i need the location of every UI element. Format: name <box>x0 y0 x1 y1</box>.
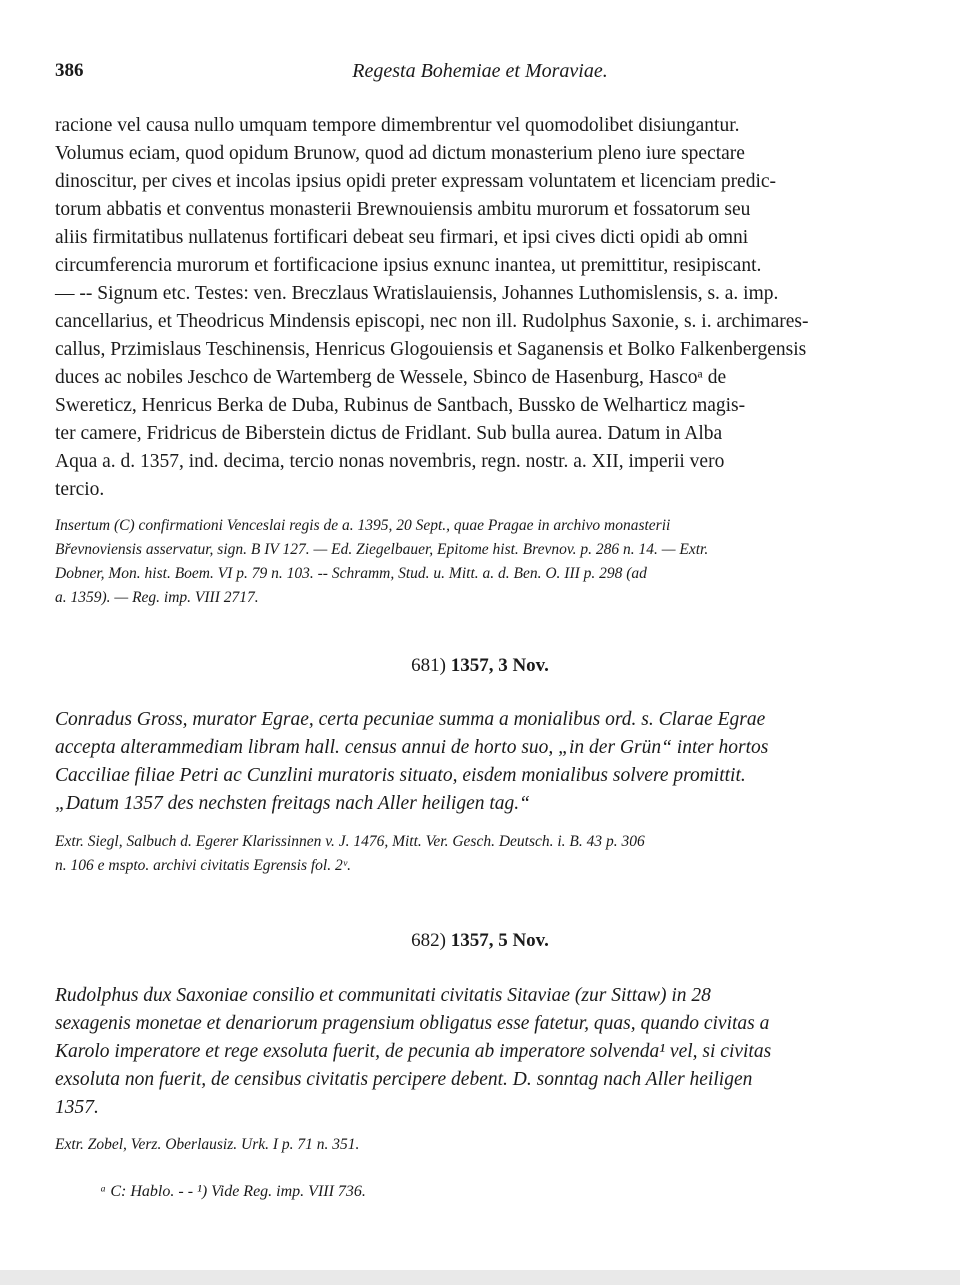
text-line: Swereticz, Henricus Berka de Duba, Rubinus de Santbach, Bussko de Welharticz magis- <box>55 395 746 416</box>
summary-line: Karolo imperatore et rege exsoluta fuerit, de pecunia ab imperatore solvenda¹ vel, si civitas <box>55 1041 772 1062</box>
text-line: circumferencia murorum et fortificacione ipsius exnunc inantea, ut premittitur, resipiscant. <box>55 255 762 276</box>
text-line: ter camere, Fridricus de Biberstein dictus de Fridlant. Sub bulla aurea. Datum in Alba <box>55 423 723 444</box>
note-line: Břevnoviensis asservatur, sign. B IV 127. — Ed. Ziegelbauer, Epitome hist. Brevnov. p. 286 n. 14. — Extr. <box>55 541 709 558</box>
summary-line: exsoluta non fuerit, de censibus civitatis percipere debent. D. sonntag nach Aller heiligen <box>55 1069 753 1090</box>
note-line: Dobner, Mon. hist. Boem. VI p. 79 n. 103. -- Schramm, Stud. u. Mitt. a. d. Ben. O. III p. 298 (ad <box>55 565 647 582</box>
entry-date: 1357, 3 Nov. <box>450 655 549 676</box>
source-note <box>55 514 905 610</box>
summary-line: Cacciliae filiae Petri ac Cunzlini muratoris situato, eisdem monialibus solvere promittit. <box>55 765 746 786</box>
summary-line: Rudolphus dux Saxoniae consilio et communitati civitatis Sitaviae (zur Sittaw) in 28 <box>55 985 711 1006</box>
text-line: aliis firmitatibus nullatenus fortificari debeat seu firmari, et ipsi cives dicti opidi ab omni <box>55 227 749 248</box>
summary-line: 1357. <box>55 1097 99 1118</box>
entry-681-heading <box>0 655 960 677</box>
text-line: Aqua a. d. 1357, ind. decima, tercio nonas novembris, regn. nostr. a. XII, imperii vero <box>55 451 725 472</box>
entry-date: 1357, 5 Nov. <box>450 930 549 951</box>
entry-number: 681) <box>411 655 446 676</box>
summary-line: accepta alterammediam libram hall. census annui de horto suo, „in der Grün“ inter hortos <box>55 737 769 758</box>
summary-line: Conradus Gross, murator Egrae, certa pecuniae summa a monialibus ord. s. Clarae Egrae <box>55 709 766 730</box>
charter-text <box>55 112 905 504</box>
page-bottom-edge <box>0 1270 960 1285</box>
text-line: — -- Signum etc. Testes: ven. Breczlaus Wratislauiensis, Johannes Luthomislensis, s. a. imp. <box>55 283 779 304</box>
text-line: callus, Przimislaus Teschinensis, Henricus Glogouiensis et Saganensis et Bolko Falkenbergensis <box>55 339 807 360</box>
page-number: 386 <box>55 60 84 81</box>
entry-number: 682) <box>411 930 446 951</box>
text-line: racione vel causa nullo umquam tempore dimembrentur vel quomodolibet disiungantur. <box>55 115 740 136</box>
note-line: n. 106 e mspto. archivi civitatis Egrensis fol. 2ᵛ. <box>55 857 351 874</box>
text-line: torum abbatis et conventus monasterii Brewnouiensis ambitu murorum et fossatorum seu <box>55 199 751 220</box>
entry-681-summary <box>55 706 905 818</box>
text-line: duces ac nobiles Jeschco de Wartemberg de Wessele, Sbinco de Hasenburg, Hascoᵃ de <box>55 367 727 388</box>
text-line: dinoscitur, per cives et incolas ipsius opidi preter expressam voluntatem et licenciam predic- <box>55 171 777 192</box>
text-line: Volumus eciam, quod opidum Brunow, quod ad dictum monasterium pleno iure spectare <box>55 143 745 164</box>
text-line: tercio. <box>55 479 105 500</box>
summary-line: sexagenis monetae et denariorum pragensium obligatus esse fatetur, quas, quando civitas a <box>55 1013 770 1034</box>
page-header <box>55 60 905 90</box>
entry-682-heading <box>0 930 960 952</box>
entry-682-note <box>55 1133 905 1157</box>
summary-line: „Datum 1357 des nechsten freitags nach Aller heiligen tag.“ <box>55 793 530 814</box>
note-line: Extr. Siegl, Salbuch d. Egerer Klarissinnen v. J. 1476, Mitt. Ver. Gesch. Deutsch. i. B. 43 p. 306 <box>55 833 645 850</box>
note-line: a. 1359). — Reg. imp. VIII 2717. <box>55 589 259 606</box>
footnote: ᵃ C: Hablo. - - ¹) Vide Reg. imp. VIII 736. <box>100 1183 366 1200</box>
note-line: Extr. Zobel, Verz. Oberlausiz. Urk. I p. 71 n. 351. <box>55 1136 360 1153</box>
note-line: Insertum (C) confirmationi Venceslai regis de a. 1395, 20 Sept., quae Pragae in archivo monasterii <box>55 517 671 534</box>
entry-681-note <box>55 830 905 878</box>
running-title: Regesta Bohemiae et Moraviae. <box>352 60 608 82</box>
text-line: cancellarius, et Theodricus Mindensis episcopi, nec non ill. Rudolphus Saxonie, s. i. archimares- <box>55 311 809 332</box>
entry-682-summary <box>55 982 905 1122</box>
